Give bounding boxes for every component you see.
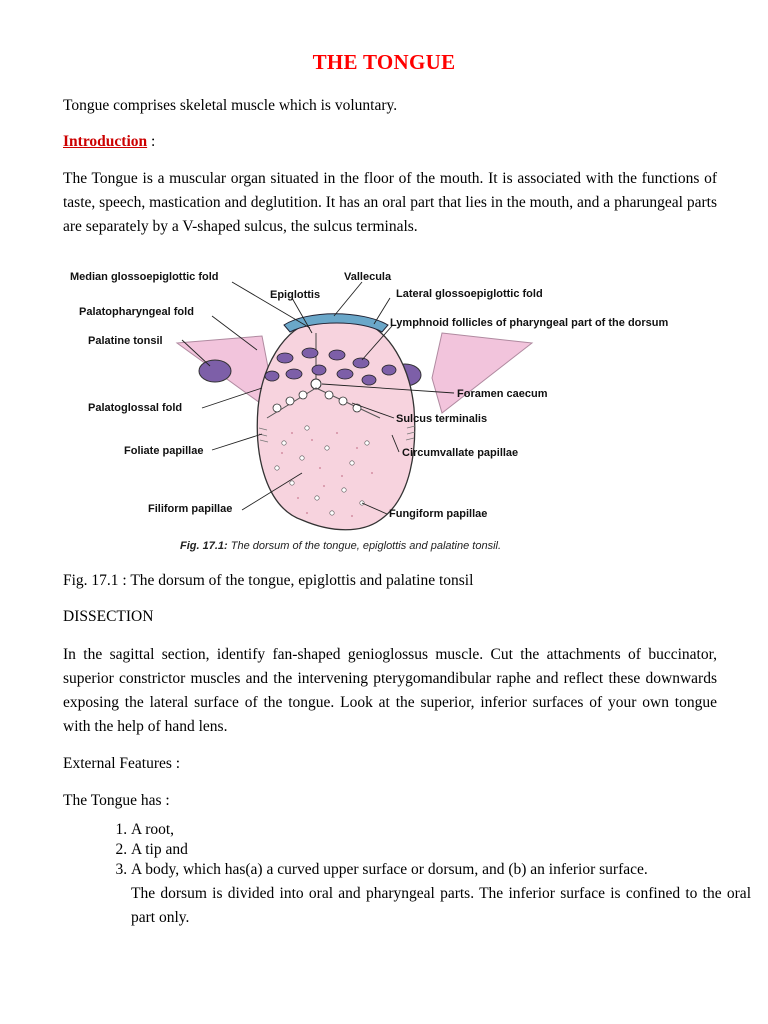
list-item xyxy=(131,820,751,840)
label-filiform: Filiform papillae xyxy=(148,503,233,515)
introduction-text: The Tongue is a muscular organ situated in the floor of the mouth. It is associated with the functions of taste, speech, mastication and deglutition. It has an oral part that lies in the mouth, and a pharungeal parts are separately by a V-shaped sulcus, the sulcus terminals. xyxy=(63,170,717,235)
dissection-text: In the sagittal section, identify fan-shaped genioglossus muscle. Cut the attachments of buccinator, superior constrictor muscles and the intervening pterygomandibular raphe and reflect these downwards exposing the lateral surface of the tongue. Look at the superior, inferior surfaces of your own tongue with the help of hand lens. xyxy=(63,646,717,735)
introduction-heading xyxy=(63,130,717,154)
list-item xyxy=(131,860,751,930)
introduction-label: Introduction xyxy=(63,133,148,150)
label-median-fold: Median glossoepiglottic fold xyxy=(70,271,219,283)
label-lymphnoid: Lymphnoid follicles of pharyngeal part of the dorsum xyxy=(390,317,669,329)
label-foliate: Foliate papillae xyxy=(124,445,204,457)
page-title: THE TONGUE xyxy=(312,50,456,74)
list-item-text: A root, xyxy=(131,821,175,838)
left-tonsil xyxy=(199,360,231,382)
list-item-continuation: The dorsum is divided into oral and pharyngeal parts. The inferior surface is confined to the oral part only. xyxy=(131,885,751,926)
introduction-separator: : xyxy=(147,133,156,150)
external-features-heading: External Features : xyxy=(63,755,181,772)
label-sulcus: Sulcus terminalis xyxy=(396,413,488,425)
figure-caption-number: Fig. 17.1: xyxy=(180,540,228,552)
label-circumvallate: Circumvallate papillae xyxy=(402,447,519,459)
label-foramen: Foramen caecum xyxy=(457,388,548,400)
figure-inline-caption xyxy=(180,540,501,552)
label-palatopharyngeal: Palatopharyngeal fold xyxy=(79,306,194,318)
label-palatine-tonsil: Palatine tonsil xyxy=(88,335,163,347)
label-fungiform: Fungiform papillae xyxy=(389,508,488,520)
feature-list xyxy=(99,820,751,930)
right-fold-shape xyxy=(432,333,532,413)
list-item-text: A tip and xyxy=(131,841,188,858)
intro-line: Tongue comprises skeletal muscle which is voluntary. xyxy=(63,97,398,114)
tongue-has-line: The Tongue has : xyxy=(63,792,170,809)
label-vallecula: Vallecula xyxy=(344,271,392,283)
list-item-text: A body, which has(a) a curved upper surface or dorsum, and (b) an inferior surface. xyxy=(131,861,648,878)
label-epiglottis: Epiglottis xyxy=(270,289,321,301)
dissection-heading: DISSECTION xyxy=(63,608,154,625)
label-palatoglossal: Palatoglossal fold xyxy=(88,402,183,414)
tongue-figure xyxy=(62,258,712,558)
figure-caption: Fig. 17.1 : The dorsum of the tongue, epiglottis and palatine tonsil xyxy=(63,572,474,589)
label-lateral-fold: Lateral glossoepiglottic fold xyxy=(396,288,543,300)
tongue-diagram xyxy=(62,258,712,558)
figure-caption-text: The dorsum of the tongue, epiglottis and palatine tonsil. xyxy=(227,540,502,552)
list-item xyxy=(131,840,751,860)
